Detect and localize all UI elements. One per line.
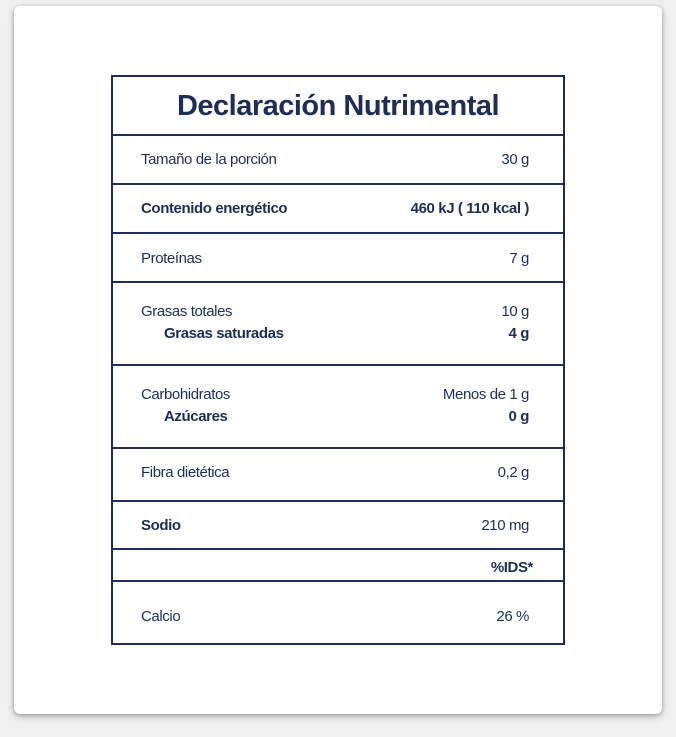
calcium-label: Calcio xyxy=(141,608,181,625)
sugars-label: Azúcares xyxy=(164,408,228,425)
row-total-fat xyxy=(113,303,563,347)
row-carbohydrates xyxy=(113,386,563,430)
serving-size-label: Tamaño de la porción xyxy=(141,151,277,168)
divider xyxy=(113,232,563,234)
divider xyxy=(113,364,563,366)
row-ids-header xyxy=(113,559,563,581)
fiber-label: Fibra dietética xyxy=(141,464,230,481)
row-fiber xyxy=(113,464,563,486)
label-title: Declaración Nutrimental xyxy=(176,89,500,122)
calcium-value: 26 % xyxy=(496,608,529,625)
energy-value: 460 kJ ( 110 kcal ) xyxy=(410,200,529,217)
row-protein xyxy=(113,250,563,272)
row-energy xyxy=(113,200,563,222)
row-serving-size xyxy=(113,151,563,173)
total-fat-label: Grasas totales xyxy=(141,303,233,320)
divider xyxy=(113,500,563,502)
protein-value: 7 g xyxy=(509,250,529,267)
divider xyxy=(113,183,563,185)
saturated-fat-label: Grasas saturadas xyxy=(164,325,284,342)
divider xyxy=(113,134,563,136)
divider xyxy=(113,548,563,550)
nutrition-facts-label xyxy=(111,75,565,645)
energy-label: Contenido energético xyxy=(141,200,288,217)
ids-header-value: %IDS* xyxy=(490,559,533,576)
protein-label: Proteínas xyxy=(141,250,202,267)
saturated-fat-value: 4 g xyxy=(508,325,529,342)
divider xyxy=(113,580,563,582)
divider xyxy=(113,447,563,449)
sugars-value: 0 g xyxy=(508,408,529,425)
divider xyxy=(113,281,563,283)
carbohydrates-label: Carbohidratos xyxy=(141,386,231,403)
serving-size-value: 30 g xyxy=(501,151,529,168)
total-fat-value: 10 g xyxy=(501,303,529,320)
sodium-value: 210 mg xyxy=(481,517,529,534)
row-sodium xyxy=(113,517,563,539)
fiber-value: 0,2 g xyxy=(497,464,529,481)
carbohydrates-value: Menos de 1 g xyxy=(442,386,529,403)
sodium-label: Sodio xyxy=(141,517,181,534)
row-calcium xyxy=(113,608,563,630)
